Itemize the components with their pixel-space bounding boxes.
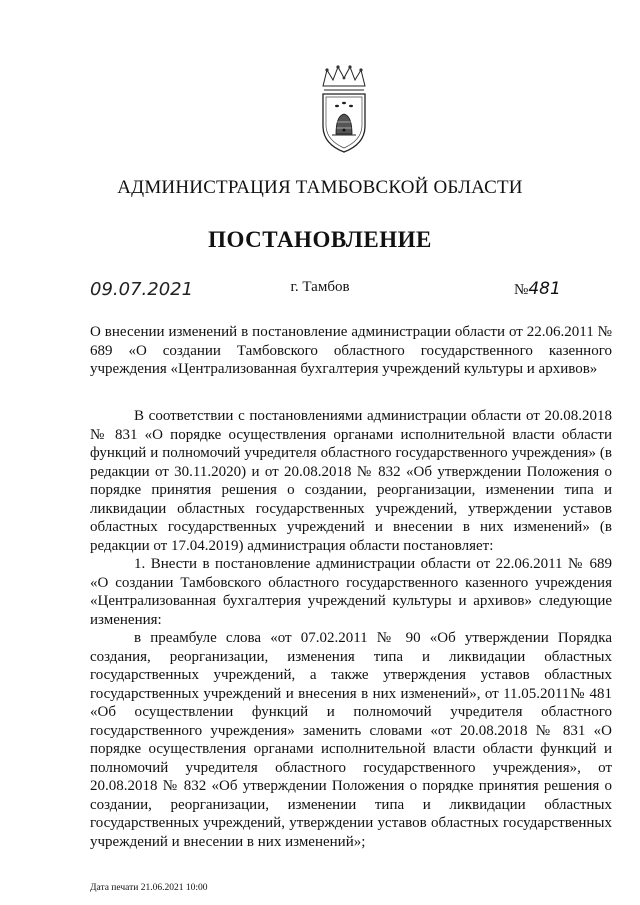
document-number <box>514 279 561 299</box>
document-body <box>90 407 612 851</box>
print-date-footer: Дата печати 21.06.2021 10:00 <box>90 883 208 893</box>
number-prefix: № <box>514 282 529 298</box>
body-paragraph: 1. Внести в постановление администрации области от 22.06.2011 № 689 «О создании Тамбовского областного государственного казенного учреждения «Централизованная бухгалтерия учреждений культуры и архивов» следующие изменения: <box>90 556 612 628</box>
body-paragraph: в преамбуле слова «от 07.02.2011 № 90 «Об утверждении Порядка создания, реорганизации, изменения типа и ликвидации областных государственных учреждений, а также утверждения уставов областных государственных учреждений и внесения в них изменений», от 11.05.2011№ 481 «Об осуществлении функций и полномочий учредителя областного государственного учреждения» заменить словами «от 20.08.2018 № 831 «О порядке осуществления органами исполнительной власти области функций и полномочий учредителя областного государственного учреждения», от 20.08.2018 № 832 «Об утверждении Положения о порядке принятия решения о создании, реорганизации, изменении типа и ликвидации областных государственных учреждений, утверждении уставов областных государственных учреждений и внесении в них изменений»; <box>90 630 612 850</box>
document-type-title: ПОСТАНОВЛЕНИЕ <box>208 227 432 252</box>
coat-of-arms-icon <box>315 64 373 154</box>
number-value: 481 <box>528 279 561 299</box>
body-paragraph: В соответствии с постановлениями администрации области от 20.08.2018 № 831 «О порядке осуществления органами исполнительной власти области функций и полномочий учредителя областного государственного учреждения» (в редакции от 30.11.2020) и от 20.08.2018 № 832 «Об утверждении Положения о порядке принятия решения о создании, реорганизации, изменении типа и ликвидации областных государственных учреждений, утверждении уставов областных государственных учреждений и внесении в них изменений» (в редакции от 17.04.2019) администрация области постановляет: <box>90 408 612 554</box>
organization-title: АДМИНИСТРАЦИЯ ТАМБОВСКОЙ ОБЛАСТИ <box>117 177 523 198</box>
document-city: г. Тамбов <box>290 279 350 295</box>
document-subject: О внесении изменений в постановление администрации области от 22.06.2011 № 689 «О создании Тамбовского областного государственного казенного учреждения «Централизованная бухгалтерия учреждений культуры и архивов» <box>90 324 612 377</box>
document-date: 09.07.2021 <box>90 279 194 300</box>
